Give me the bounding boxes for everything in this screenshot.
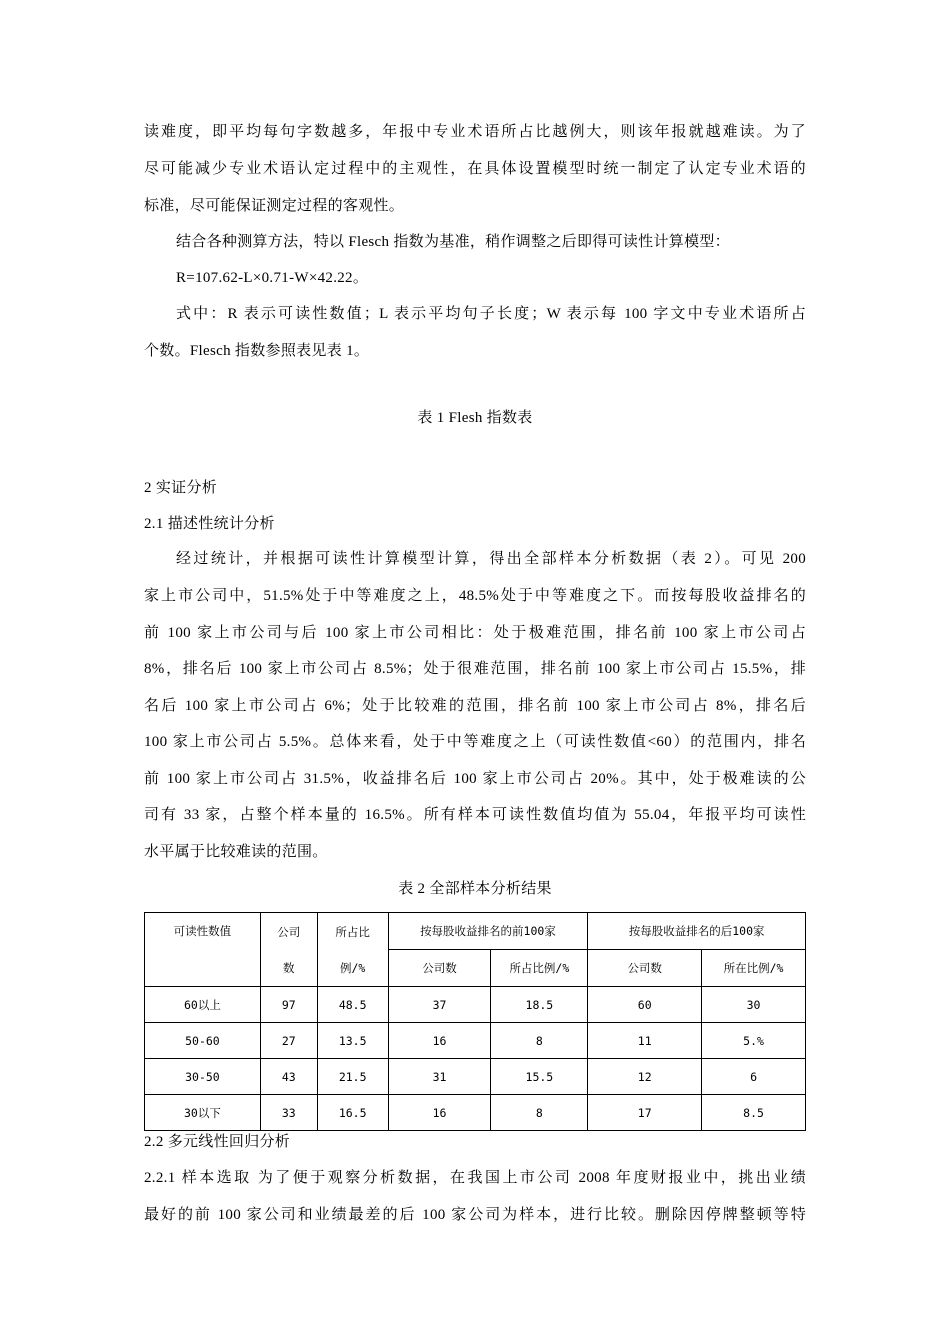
paragraph-line: 司有 33 家，占整个样本量的 16.5%。所有样本可读性数值均值为 55.04，年报平均可读性 — [144, 807, 806, 823]
paragraph-line: 读难度，即平均每句字数越多，年报中专业术语所占比越例大，则该年报就越难读。为了 — [144, 124, 806, 140]
cell-top-count: 16 — [388, 1023, 491, 1059]
cell-ratio: 48.5 — [317, 987, 388, 1023]
cell-top-ratio: 15.5 — [491, 1059, 588, 1095]
section-heading: 2 实证分析 — [144, 480, 218, 496]
subsection-heading: 2.1 描述性统计分析 — [144, 516, 275, 532]
table-row — [145, 1023, 806, 1059]
header-top-ratio: 所占比例/% — [491, 950, 588, 987]
cell-bottom-count: 12 — [588, 1059, 702, 1095]
paragraph-line: 个数。Flesch 指数参照表见表 1。 — [144, 343, 370, 359]
cell-range: 60以上 — [145, 987, 261, 1023]
paragraph-line: 经过统计，并根据可读性计算模型计算，得出全部样本分析数据（表 2）。可见 200 — [176, 551, 806, 567]
cell-top-ratio: 18.5 — [491, 987, 588, 1023]
cell-ratio: 21.5 — [317, 1059, 388, 1095]
paragraph-line: 水平属于比较难读的范围。 — [144, 844, 328, 860]
paragraph-line: 尽可能减少专业术语认定过程中的主观性，在具体设置模型时统一制定了认定专业术语的 — [144, 161, 806, 177]
paragraph-line: 前 100 家上市公司与后 100 家上市公司相比：处于极难范围，排名前 100 家上市公司占 — [144, 625, 806, 641]
header-count: 公司 数 — [260, 913, 317, 987]
table1-caption: 表 1 Flesh 指数表 — [417, 410, 533, 426]
paragraph-line: 前 100 家上市公司占 31.5%，收益排名后 100 家上市公司占 20%。其中，处于极难读的公 — [144, 771, 806, 787]
header-bottom-count: 公司数 — [588, 950, 702, 987]
header-top100: 按每股收益排名的前100家 — [388, 913, 588, 950]
paragraph-line: 式中：R 表示可读性数值；L 表示平均句子长度；W 表示每 100 字文中专业术语所占 — [176, 306, 806, 322]
cell-top-count: 31 — [388, 1059, 491, 1095]
cell-top-ratio: 8 — [491, 1095, 588, 1131]
cell-range: 30-50 — [145, 1059, 261, 1095]
header-bottom100: 按每股收益排名的后100家 — [588, 913, 806, 950]
cell-top-count: 37 — [388, 987, 491, 1023]
cell-count: 33 — [260, 1095, 317, 1131]
cell-bottom-ratio: 6 — [702, 1059, 806, 1095]
cell-count: 97 — [260, 987, 317, 1023]
cell-range: 30以下 — [145, 1095, 261, 1131]
paragraph-line: 最好的前 100 家公司和业绩最差的后 100 家公司为样本，进行比较。删除因停牌整顿等特 — [144, 1207, 806, 1223]
cell-bottom-ratio: 5.% — [702, 1023, 806, 1059]
paragraph-line: 8%，排名后 100 家上市公司占 8.5%；处于很难范围，排名前 100 家上市公司占 15.5%，排 — [144, 661, 806, 677]
cell-top-count: 16 — [388, 1095, 491, 1131]
header-top-count: 公司数 — [388, 950, 491, 987]
cell-top-ratio: 8 — [491, 1023, 588, 1059]
cell-count: 43 — [260, 1059, 317, 1095]
cell-bottom-ratio: 8.5 — [702, 1095, 806, 1131]
header-bottom-ratio: 所在比例/% — [702, 950, 806, 987]
paragraph-line: 标准，尽可能保证测定过程的客观性。 — [144, 198, 405, 214]
cell-bottom-count: 11 — [588, 1023, 702, 1059]
cell-bottom-count: 60 — [588, 987, 702, 1023]
paragraph-line: 100 家上市公司占 5.5%。总体来看，处于中等难度之上（可读性数值<60）的范围内，排名 — [144, 734, 806, 750]
cell-ratio: 16.5 — [317, 1095, 388, 1131]
paragraph-line: 家上市公司中，51.5%处于中等难度之上，48.5%处于中等难度之下。而按每股收益排名的 — [144, 588, 806, 604]
header-readability: 可读性数值 — [145, 913, 261, 987]
analysis-table — [144, 912, 806, 1131]
table-row — [145, 1059, 806, 1095]
paragraph-line: 2.2.1 样本选取 为了便于观察分析数据，在我国上市公司 2008 年度财报业中，挑出业绩 — [144, 1170, 806, 1186]
formula-line: R=107.62-L×0.71-W×42.22。 — [176, 270, 369, 286]
cell-count: 27 — [260, 1023, 317, 1059]
paragraph-line: 名后 100 家上市公司占 6%；处于比较难的范围，排名前 100 家上市公司占 8%，排名后 — [144, 698, 806, 714]
cell-range: 50-60 — [145, 1023, 261, 1059]
table-row — [145, 987, 806, 1023]
table2-caption: 表 2 全部样本分析结果 — [398, 881, 552, 897]
paragraph-line: 结合各种测算方法，特以 Flesch 指数为基准，稍作调整之后即得可读性计算模型： — [176, 234, 730, 250]
header-ratio: 所占比 例/% — [317, 913, 388, 987]
cell-ratio: 13.5 — [317, 1023, 388, 1059]
subsection-heading: 2.2 多元线性回归分析 — [144, 1134, 291, 1150]
cell-bottom-count: 17 — [588, 1095, 702, 1131]
cell-bottom-ratio: 30 — [702, 987, 806, 1023]
